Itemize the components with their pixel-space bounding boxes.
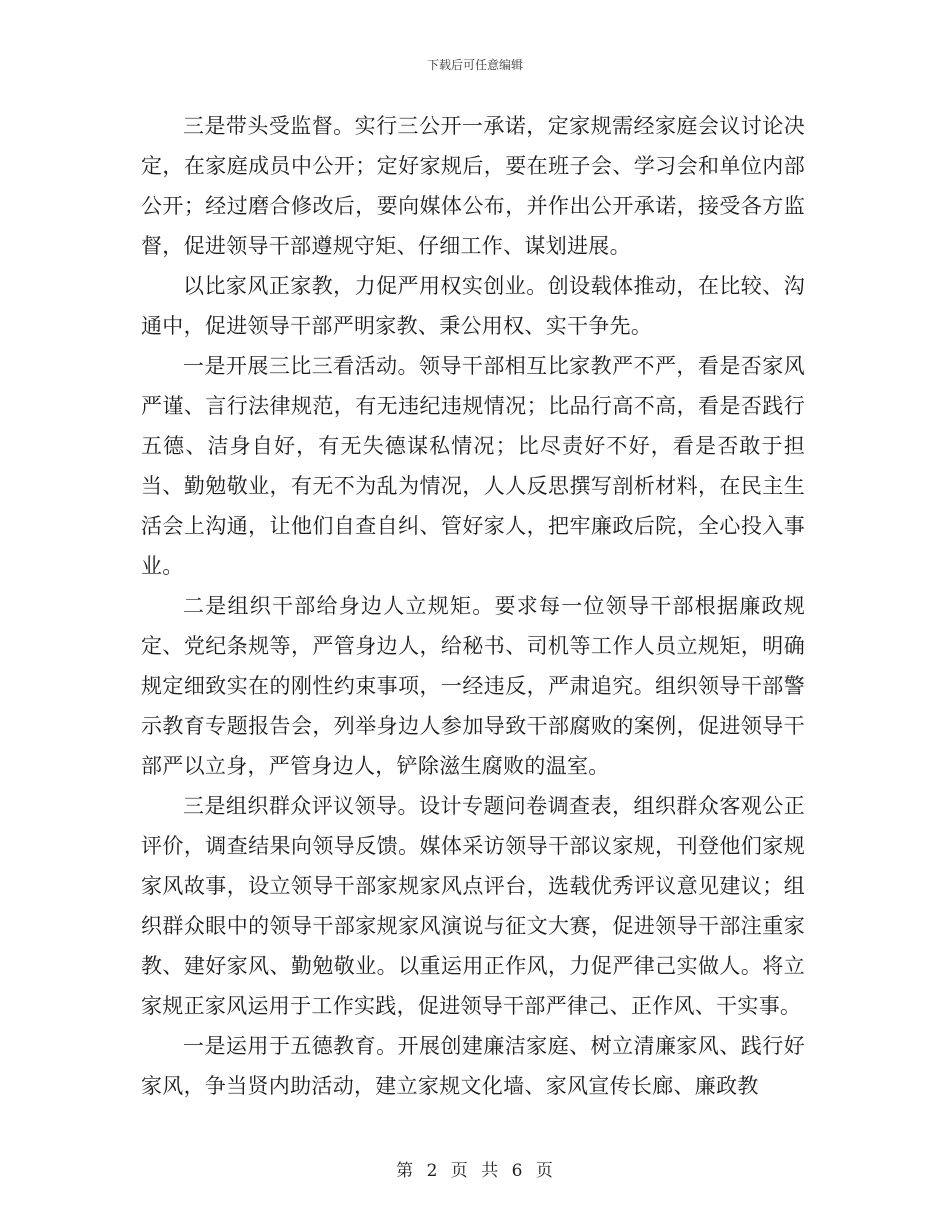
paragraph-3: 一是开展三比三看活动。领导干部相互比家教严不严，看是否家风严谨、言行法律规范，有无违纪违规情况；比品行高不高，看是否践行五德、洁身自好，有无失德谋私情况；比尽责好不好，看是否敢于担当、勤勉敬业，有无不为乱为情况，人人反思撰写剖析材料，在民主生活会上沟通，让他们自查自纠、管好家人，把牢廉政后院，全心投入事业。 [141,354,805,578]
page-header: 下载后可任意编辑 [426,58,523,72]
footer-prefix: 第 [396,1161,415,1181]
paragraph-4: 二是组织干部给身边人立规矩。要求每一位领导干部根据廉政规定、党纪条规等，严管身边人，给秘书、司机等工作人员立规矩，明确规定细致实在的刚性约束事项，一经违反，严肃追究。组织领导干部警示教育专题报告会，列举身边人参加导致干部腐败的案例，促进领导干部严以立身，严管身边人，铲除滋生腐败的温室。 [141,594,805,778]
footer-total-pages: 6 [511,1161,524,1181]
footer-page-number: 2 [426,1161,439,1181]
footer-page-word: 页 [450,1161,469,1181]
paragraph-5: 三是组织群众评议领导。设计专题问卷调查表，组织群众客观公正评价，调查结果向领导反馈。媒体采访领导干部议家规，刊登他们家规家风故事，设立领导干部家规家风点评台，选载优秀评议意见建议；组织群众眼中的领导干部家规家风演说与征文大赛，促进领导干部注重家教、建好家风、勤勉敬业。以重运用正作风，力促严律己实做人。将立家规正家风运用于工作实践，促进领导干部严律己、正作风、干实事。 [141,794,805,1018]
paragraph-1: 三是带头受监督。实行三公开一承诺，定家规需经家庭会议讨论决定，在家庭成员中公开；定好家规后，要在班子会、学习会和单位内部公开；经过磨合修改后，要向媒体公布，并作出公开承诺，接受各方监督，促进领导干部遵规守矩、仔细工作、谋划进展。 [141,114,805,258]
page-footer [0,1156,950,1181]
footer-suffix: 页 [535,1161,554,1181]
paragraph-6: 一是运用于五德教育。开展创建廉洁家庭、树立清廉家风、践行好家风，争当贤内助活动，建立家规文化墙、家风宣传长廊、廉政教 [141,1034,805,1098]
paragraph-2: 以比家风正家教，力促严用权实创业。创设载体推动，在比较、沟通中，促进领导干部严明家教、秉公用权、实干争先。 [141,274,805,338]
document-body [141,106,805,1106]
footer-total-word: 共 [481,1161,500,1181]
